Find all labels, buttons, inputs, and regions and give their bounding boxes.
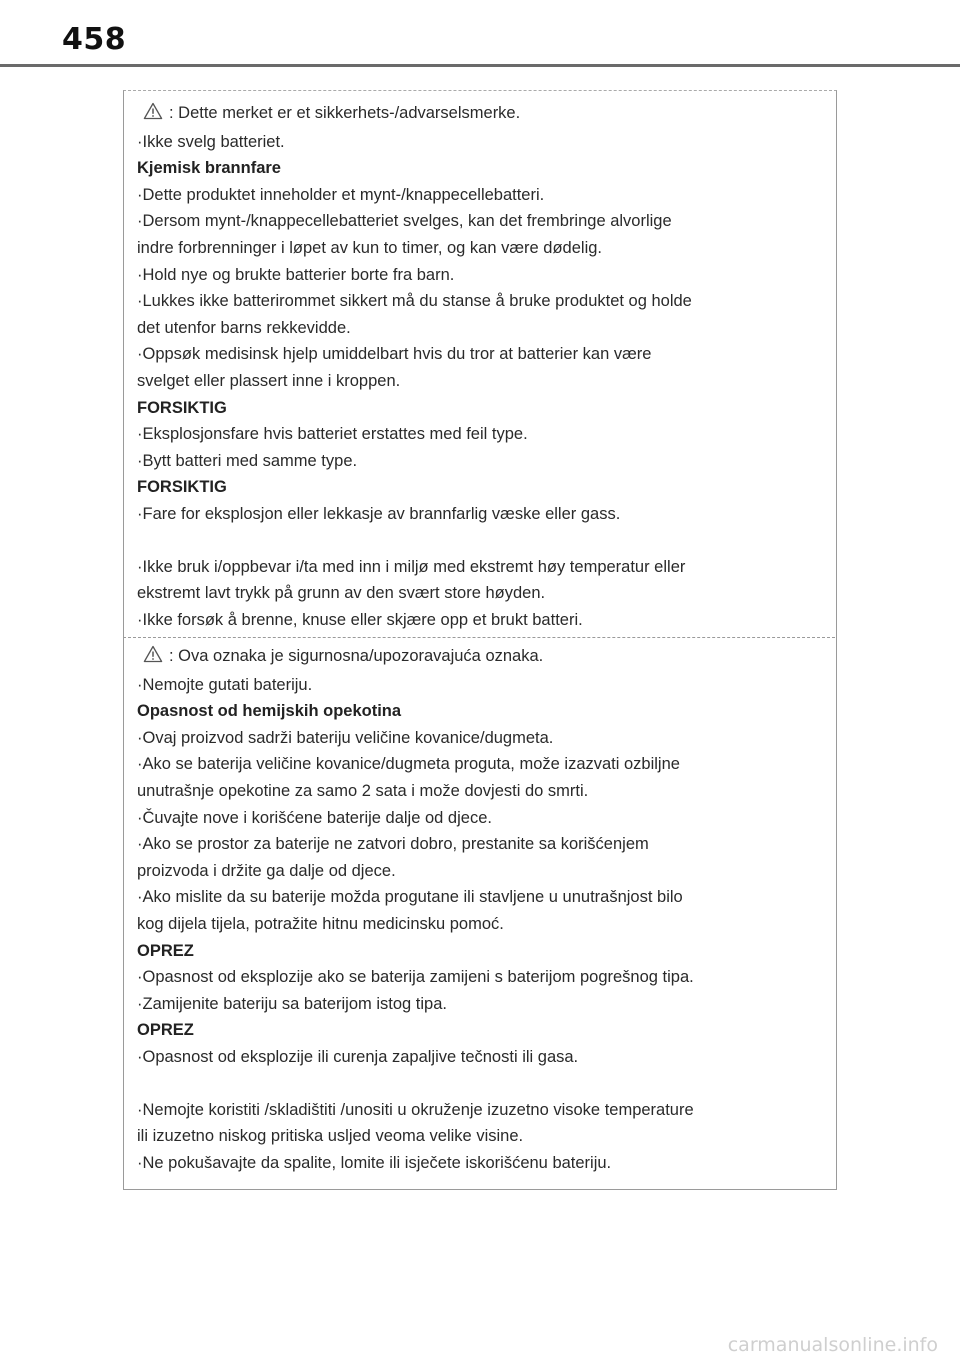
text-line (137, 831, 827, 858)
line-text: OPREZ (137, 941, 194, 960)
section-heading (137, 1017, 827, 1044)
line-text: ·Ne pokušavajte da spalite, lomite ili isječete iskorišćenu bateriju. (137, 1153, 612, 1172)
text-line (137, 341, 827, 368)
text-line (137, 911, 827, 938)
paragraph-spacer (137, 528, 827, 554)
line-text: ·Lukkes ikke batterirommet sikkert må du stanse å bruke produktet og holde (137, 292, 692, 311)
warning-triangle-icon (143, 102, 163, 129)
line-text: : Ova oznaka je sigurnosna/upozoravajuća oznaka. (169, 647, 544, 665)
text-line (137, 368, 827, 395)
line-text: kog dijela tijela, potražite hitnu medicinsku pomoć. (137, 914, 504, 933)
text-line (137, 580, 827, 607)
section-heading (137, 938, 827, 965)
line-text: Kjemisk brannfare (137, 159, 281, 178)
text-line (137, 964, 827, 991)
text-line (137, 725, 827, 752)
text-line (137, 448, 827, 475)
line-text: OPREZ (137, 1021, 194, 1040)
line-text: indre forbrenninger i løpet av kun to timer, og kan være dødelig. (137, 238, 602, 257)
text-line (137, 1150, 827, 1177)
line-text: ·Bytt batteri med samme type. (137, 451, 358, 470)
text-line (137, 991, 827, 1018)
text-line (137, 100, 827, 129)
text-line (137, 643, 827, 672)
line-text: unutrašnje opekotine za samo 2 sata i može dovjesti do smrti. (137, 781, 589, 800)
line-text: Opasnost od hemijskih opekotina (137, 702, 402, 721)
watermark: carmanualsonline.info (727, 1334, 938, 1356)
section-heading (137, 698, 827, 725)
line-text: ·Opasnost od eksplozije ako se baterija zamijeni s baterijom pogrešnog tipa. (137, 968, 694, 987)
bosnian-warning-section (137, 643, 827, 1176)
text-line (137, 805, 827, 832)
header-rule (0, 64, 960, 67)
text-line (137, 858, 827, 885)
text-line (137, 288, 827, 315)
line-text: ·Ikke svelg batteriet. (137, 132, 285, 151)
text-line (137, 554, 827, 581)
text-line (137, 778, 827, 805)
text-line (137, 129, 827, 156)
text-line (137, 1097, 827, 1124)
line-text: ·Ikke forsøk å brenne, knuse eller skjære opp et brukt batteri. (137, 610, 583, 629)
text-line (137, 262, 827, 289)
text-line (137, 1044, 827, 1071)
text-line (137, 421, 827, 448)
line-text: ·Ako mislite da su baterije možda progutane ili stavljene u unutrašnjost bilo (137, 888, 683, 907)
text-line (137, 607, 827, 634)
line-text: ·Ikke bruk i/oppbevar i/ta med inn i miljø med ekstremt høy temperatur eller (137, 557, 686, 576)
page-number: 458 (62, 22, 127, 57)
line-text: ·Eksplosjonsfare hvis batteriet erstattes med feil type. (137, 425, 528, 444)
line-text: ·Ako se baterija veličine kovanice/dugmeta proguta, može izazvati ozbiljne (137, 755, 680, 774)
line-text: ·Nemojte koristiti /skladištiti /unositi u okruženje izuzetno visoke temperature (137, 1100, 694, 1119)
line-text: FORSIKTIG (137, 398, 227, 417)
line-text: ·Oppsøk medisinsk hjelp umiddelbart hvis du tror at batterier kan være (137, 345, 652, 364)
text-line (137, 315, 827, 342)
norwegian-warning-section (137, 100, 827, 633)
line-text: proizvoda i držite ga dalje od djece. (137, 861, 396, 880)
line-text: ·Nemojte gutati bateriju. (137, 675, 313, 694)
line-text: ekstremt lavt trykk på grunn av den svært store høyden. (137, 584, 546, 603)
text-line (137, 235, 827, 262)
section-divider (123, 637, 835, 638)
text-line (137, 208, 827, 235)
paragraph-spacer (137, 1071, 827, 1097)
line-text: FORSIKTIG (137, 478, 227, 497)
text-line (137, 501, 827, 528)
line-text: ·Dette produktet inneholder et mynt-/knappecellebatteri. (137, 185, 545, 204)
line-text: det utenfor barns rekkevidde. (137, 318, 351, 337)
line-text: ili izuzetno niskog pritiska usljed veoma velike visine. (137, 1127, 524, 1146)
line-text: ·Ovaj proizvod sadrži bateriju veličine kovanice/dugmeta. (137, 728, 554, 747)
text-line (137, 1123, 827, 1150)
text-line (137, 751, 827, 778)
section-heading (137, 474, 827, 501)
line-text: ·Opasnost od eksplozije ili curenja zapaljive tečnosti ili gasa. (137, 1047, 579, 1066)
text-line (137, 182, 827, 209)
line-text: ·Hold nye og brukte batterier borte fra barn. (137, 265, 455, 284)
text-line (137, 672, 827, 699)
line-text: ·Ako se prostor za baterije ne zatvori dobro, prestanite sa korišćenjem (137, 835, 649, 854)
line-text: ·Čuvajte nove i korišćene baterije dalje od djece. (137, 808, 492, 827)
text-line (137, 884, 827, 911)
line-text: ·Dersom mynt-/knappecellebatteriet svelges, kan det frembringe alvorlige (137, 212, 672, 231)
line-text: svelget eller plassert inne i kroppen. (137, 371, 401, 390)
line-text: ·Zamijenite bateriju sa baterijom istog tipa. (137, 994, 447, 1013)
section-heading (137, 395, 827, 422)
section-heading (137, 155, 827, 182)
line-text: ·Fare for eksplosjon eller lekkasje av brannfarlig væske eller gass. (137, 504, 621, 523)
warning-triangle-icon (143, 645, 163, 672)
line-text: : Dette merket er et sikkerhets-/advarselsmerke. (169, 104, 521, 122)
